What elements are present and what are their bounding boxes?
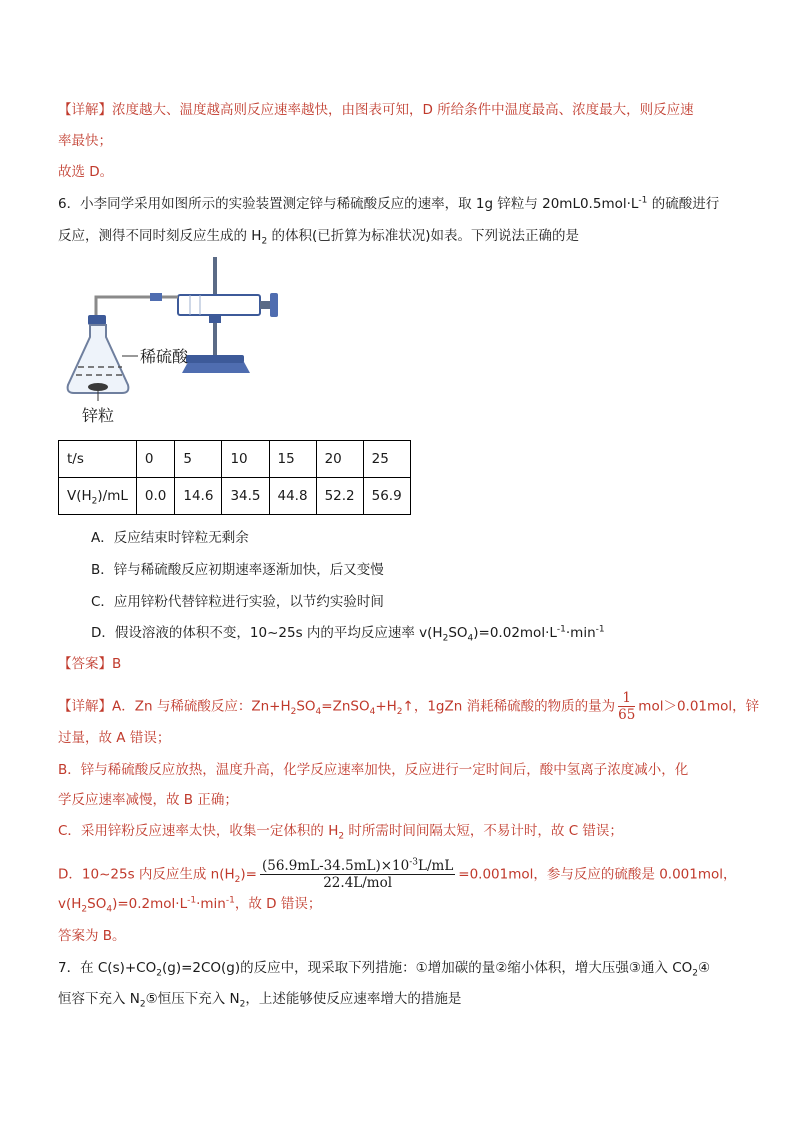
option-b: B．锌与稀硫酸反应初期速率逐渐加快，后又变慢 [91, 562, 384, 578]
table-cell: 14.6 [175, 478, 222, 515]
flask-stopper [88, 315, 106, 325]
prev-detail-line1 [58, 100, 754, 120]
volume-time-table [58, 440, 411, 515]
table-cell: 52.2 [316, 478, 363, 515]
table-cell: 0.0 [136, 478, 174, 515]
q6-stem-line2: 反应，测得不同时刻反应生成的 $H_2$ 的体积(已折算为标准状况)如表。下列说法正确的是 [58, 228, 580, 247]
detail-c: C．采用锌粉反应速率太快，收集一定体积的 $H_2$ 时所需时间间隔太短，不易计时，故 C 错误； [58, 823, 623, 842]
detail-final: 答案为 B。 [58, 928, 126, 944]
detail-d-line2: $v(H_2SO_4)=0.2mol\cdot L^{-1}\cdot\min^{-1}$，故 D 错误； [58, 895, 322, 915]
table-cell-header: $V(H_2)/mL$ [59, 478, 137, 515]
label-dilute-sulfuric-acid: 稀硫酸 [140, 347, 189, 366]
table-cell: 44.8 [269, 478, 316, 515]
table-cell: 34.5 [222, 478, 269, 515]
prev-conclusion: 故选 D。 [58, 164, 114, 180]
table-cell: 25 [363, 441, 410, 478]
stand-base [182, 362, 250, 373]
detail-d-line1: D．10~25s 内反应生成 $n(H_2)=$ $\frac{(56.9mL-34.5mL)\times 10^{-3}L/mL}{\text{22.4L/mol}}$ =0.001mol，参与反应的硫酸是 0.001mol， [58, 857, 737, 891]
delivery-tube [96, 297, 152, 317]
table-cell: 10 [222, 441, 269, 478]
option-a: A．反应结束时锌粒无剩余 [91, 530, 249, 546]
table-cell: 15 [269, 441, 316, 478]
experiment-apparatus-figure [60, 255, 300, 435]
fraction-1-65: $\frac{1}{65}$ [618, 690, 636, 723]
fraction-n-h2: $\frac{(56.9mL-34.5mL)\times 10^{-3}L/mL}{\text{22.4L/mol}}$ [261, 857, 454, 891]
prev-detail-line2: 率最快； [58, 133, 112, 149]
option-c: C．应用锌粉代替锌粒进行实验，以节约实验时间 [91, 594, 384, 610]
table-cell-header: t/s [59, 441, 137, 478]
table-cell: 56.9 [363, 478, 410, 515]
label-zinc-granules: 锌粒 [82, 406, 115, 425]
conical-flask [68, 325, 129, 393]
zinc-granules [88, 383, 108, 391]
detail-a-line2: 过量，故 A 错误； [58, 730, 171, 746]
q7-stem-line2: 恒容下充入 $N_2⑤$恒压下充入 $N_2$，上述能够使反应速率增大的措施是 [58, 991, 462, 1010]
table-cell: 20 [316, 441, 363, 478]
detail-a-line1: 【详解】A．Zn 与稀硫酸反应：$Zn+H_2SO_4=ZnSO_4+H_2↑$，1gZn 消耗稀硫酸的物质的量为 $\frac{1}{65}$ mol＞0.01mol，锌 [58, 690, 760, 723]
q6-stem-line1: 6．小李同学采用如图所示的实验装置测定锌与稀硫酸反应的速率，取 1g 锌粒与 $20mL0.5mol\cdot L^{-1}$ 的硫酸进行 [58, 195, 720, 212]
table-cell: 0 [136, 441, 174, 478]
table-row [59, 441, 411, 478]
q7-stem-line1: 7．在 $C(s)+CO_2(g)=2CO(g)$的反应中，现采取下列措施：①增加碳的量②缩小体积，增大压强③通入 $CO_2④$ [58, 960, 711, 979]
detail-label: 【详解】 [58, 102, 112, 118]
option-d: D．假设溶液的体积不变，10~25s 内的平均反应速率 $v(H_2SO_4)=0.02mol\cdot L^{-1}\cdot\min^{-1}$ [91, 624, 605, 644]
prev-detail-text: 浓度越大、温度越高则反应速率越快，由图表可知，D 所给条件中温度最高、浓度最大，则反应速 [112, 102, 694, 118]
table-cell: 5 [175, 441, 222, 478]
table-row [59, 478, 411, 515]
detail-b-line2: 学反应速率减慢，故 B 正确； [58, 792, 238, 808]
answer: 【答案】B [58, 656, 122, 672]
detail-b-line1: B．锌与稀硫酸反应放热，温度升高，化学反应速率加快，反应进行一定时间后，酸中氢离子浓度减小，化 [58, 762, 689, 778]
